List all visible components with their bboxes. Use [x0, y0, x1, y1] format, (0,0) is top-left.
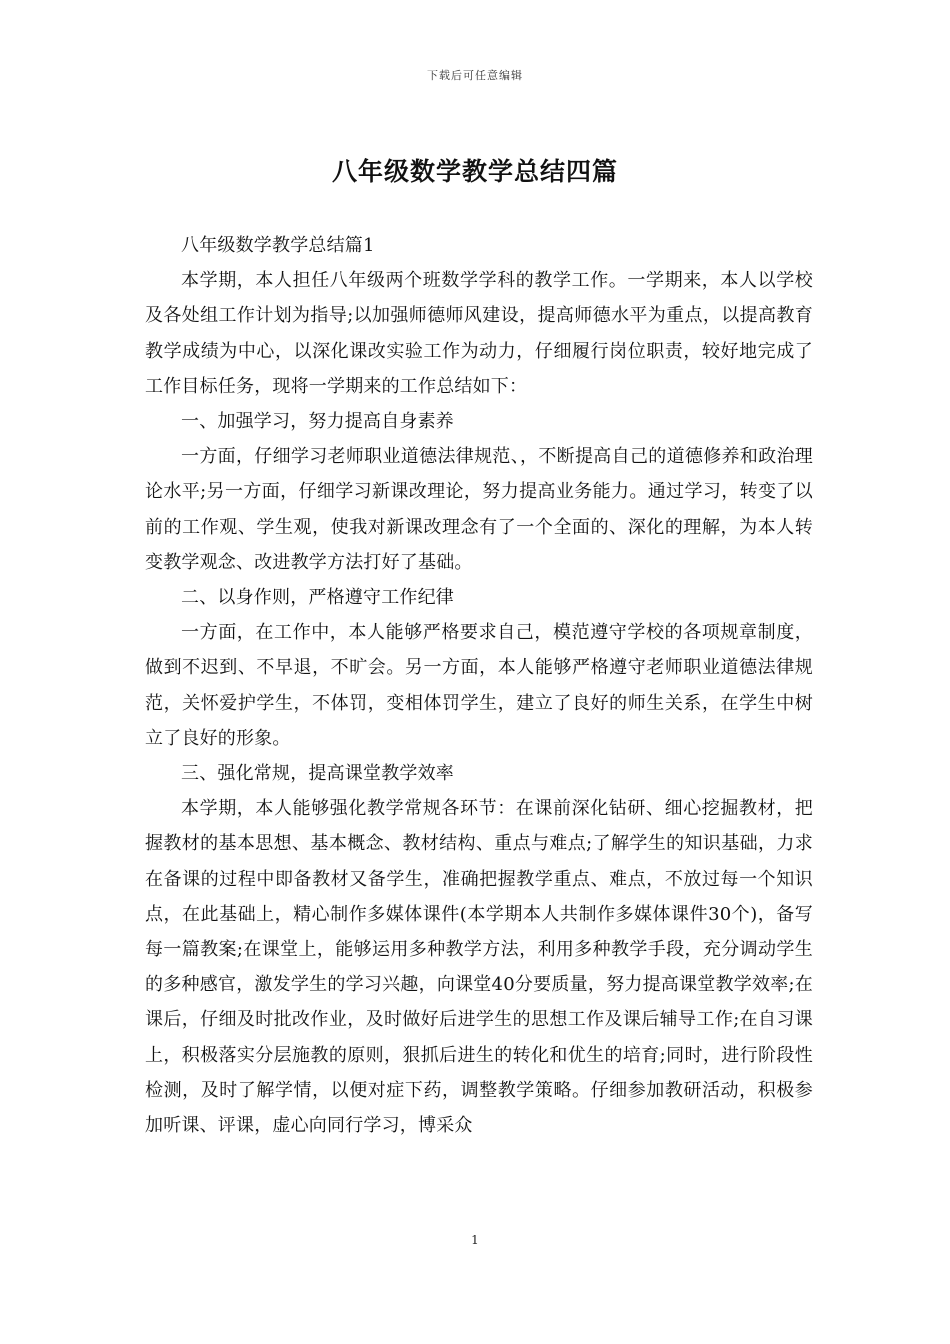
subheading-discipline: 二、以身作则，严格遵守工作纪律 — [181, 587, 454, 609]
subheading-study: 一、加强学习，努力提高自身素养 — [181, 411, 454, 433]
paragraph-intro: 本学期，本人担任八年级两个班数学学科的教学工作。一学期来，本人以学校及各处组工作计划为指导;以加强师德师风建设，提高师德水平为重点，以提高教育教学成绩为中心，以深化课改实验工作为动力，仔细履行岗位职责，较好地完成了工作目标任务，现将一学期来的工作总结如下： — [145, 270, 813, 397]
page-number: 1 — [471, 1233, 479, 1247]
paragraph-study: 一方面，仔细学习老师职业道德法律规范、，不断提高自己的道德修养和政治理论水平;另一方面，仔细学习新课改理论，努力提高业务能力。通过学习，转变了以前的工作观、学生观，使我对新课改理念有了一个全面的、深化的理解，为本人转变教学观念、改进教学方法打好了基础。 — [145, 446, 813, 573]
header-note: 下载后可任意编辑 — [427, 69, 523, 82]
document-title: 八年级数学教学总结四篇 — [331, 157, 618, 186]
subheading-routine: 三、强化常规，提高课堂教学效率 — [181, 763, 454, 785]
section-heading-1: 八年级数学教学总结篇1 — [181, 235, 375, 256]
paragraph-discipline: 一方面，在工作中，本人能够严格要求自己，模范遵守学校的各项规章制度，做到不迟到、不早退，不旷会。另一方面，本人能够严格遵守老师职业道德法律规范，关怀爱护学生，不体罚，变相体罚学生，建立了良好的师生关系，在学生中树立了良好的形象。 — [145, 622, 813, 749]
document-body — [145, 228, 813, 1143]
paragraph-routine: 本学期，本人能够强化教学常规各环节：在课前深化钻研、细心挖掘教材，把握教材的基本思想、基本概念、教材结构、重点与难点;了解学生的知识基础，力求在备课的过程中即备教材又备学生，准确把握教学重点、难点，不放过每一个知识点，在此基础上，精心制作多媒体课件(本学期本人共制作多媒体课件30个)，备写每一篇教案;在课堂上，能够运用多种教学方法，利用多种教学手段，充分调动学生的多种感官，激发学生的学习兴趣，向课堂40分要质量，努力提高课堂教学效率;在课后，仔细及时批改作业，及时做好后进学生的思想工作及课后辅导工作;在自习课上，积极落实分层施教的原则，狠抓后进生的转化和优生的培育;同时，进行阶段性检测，及时了解学情，以便对症下药，调整教学策略。仔细参加教研活动，积极参加听课、评课，虚心向同行学习，博采众 — [145, 798, 813, 1137]
